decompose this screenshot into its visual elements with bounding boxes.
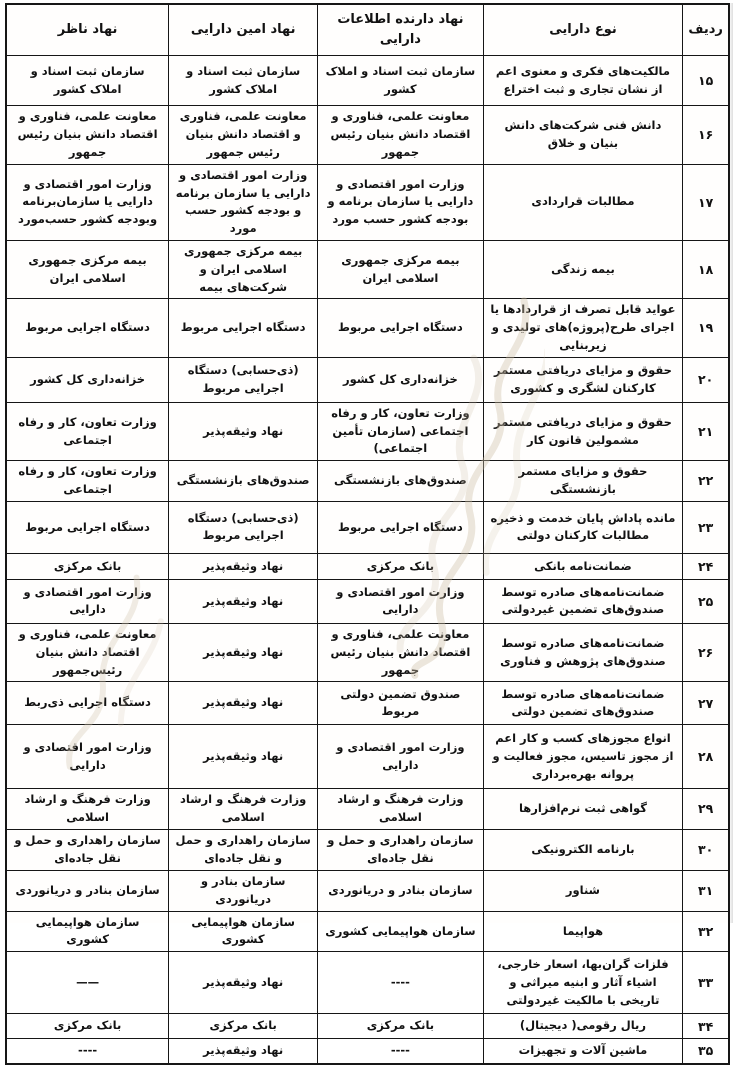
- cell-custodian: نهاد وثیقه‌پذیر: [169, 952, 318, 1014]
- table-row: [6, 1014, 729, 1039]
- cell-asset-type: انواع مجوزهای کسب و کار اعم از مجوز تاسیس، مجوز فعالیت و پروانه بهره‌برداری: [483, 725, 683, 789]
- cell-supervisor: معاونت علمی، فناوری و اقتصاد دانش بنیان رئیس‌جمهور: [6, 623, 169, 681]
- cell-custodian: معاونت علمی، فناوری و اقتصاد دانش بنیان رئیس جمهور: [169, 106, 318, 164]
- cell-custodian: وزارت امور اقتصادی و دارایی یا سازمان برنامه و بودجه کشور حسب مورد: [169, 164, 318, 240]
- cell-supervisor: معاونت علمی، فناوری و اقتصاد دانش بنیان رئیس جمهور: [6, 106, 169, 164]
- header-custodian: نهاد امین دارایی: [169, 4, 318, 56]
- table-row: [6, 789, 729, 830]
- cell-info-holder: معاونت علمی، فناوری و اقتصاد دانش بنیان رئیس جمهور: [318, 623, 484, 681]
- cell-custodian: دستگاه اجرایی مربوط: [169, 299, 318, 357]
- cell-custodian: سازمان هواپیمایی کشوری: [169, 911, 318, 952]
- cell-asset-type: گواهی ثبت نرم‌افزارها: [483, 789, 683, 830]
- cell-info-holder: وزارت امور اقتصادی و دارایی یا سازمان برنامه و بودجه کشور حسب مورد: [318, 164, 484, 240]
- cell-supervisor: بانک مرکزی: [6, 553, 169, 579]
- cell-asset-type: ضمانت‌نامه‌های صادره توسط صندوق‌های تضمین دولتی: [483, 682, 683, 725]
- cell-row-number: ۲۶: [683, 623, 729, 681]
- cell-supervisor: وزارت امور اقتصادی و دارایی: [6, 725, 169, 789]
- cell-supervisor: ----: [6, 1039, 169, 1064]
- cell-row-number: ۳۲: [683, 911, 729, 952]
- scanned-document-page: [5, 3, 730, 1059]
- cell-row-number: ۲۴: [683, 553, 729, 579]
- cell-row-number: ۲۰: [683, 357, 729, 402]
- table-row: [6, 461, 729, 502]
- cell-supervisor: سازمان هواپیمایی کشوری: [6, 911, 169, 952]
- cell-custodian: نهاد وثیقه‌پذیر: [169, 402, 318, 460]
- cell-info-holder: سازمان ثبت اسناد و املاک کشور: [318, 56, 484, 106]
- cell-info-holder: معاونت علمی، فناوری و اقتصاد دانش بنیان رئیس جمهور: [318, 106, 484, 164]
- cell-custodian: نهاد وثیقه‌پذیر: [169, 623, 318, 681]
- table-row: [6, 240, 729, 298]
- cell-supervisor: دستگاه اجرایی ذی‌ربط: [6, 682, 169, 725]
- table-row: [6, 623, 729, 681]
- cell-asset-type: شناور: [483, 870, 683, 911]
- table-row: [6, 501, 729, 553]
- cell-row-number: ۲۷: [683, 682, 729, 725]
- cell-supervisor: دستگاه اجرایی مربوط: [6, 501, 169, 553]
- cell-info-holder: وزارت تعاون، کار و رفاه اجتماعی (سازمان تأمین اجتماعی): [318, 402, 484, 460]
- table-row: [6, 553, 729, 579]
- table-row: [6, 164, 729, 240]
- cell-row-number: ۲۱: [683, 402, 729, 460]
- cell-supervisor: خزانه‌داری کل کشور: [6, 357, 169, 402]
- header-supervisor: نهاد ناظر: [6, 4, 169, 56]
- cell-asset-type: عواید قابل تصرف از قراردادها یا اجرای طرح(پروژه)های تولیدی و زیربنایی: [483, 299, 683, 357]
- table-row: [6, 870, 729, 911]
- header-info-holder: نهاد دارنده اطلاعات دارایی: [318, 4, 484, 56]
- asset-registry-table: [5, 3, 730, 1065]
- cell-info-holder: دستگاه اجرایی مربوط: [318, 299, 484, 357]
- cell-supervisor: وزارت فرهنگ و ارشاد اسلامی: [6, 789, 169, 830]
- table-row: [6, 829, 729, 870]
- table-row: [6, 579, 729, 623]
- header-row-number: ردیف: [683, 4, 729, 56]
- cell-supervisor: بانک مرکزی: [6, 1014, 169, 1039]
- cell-asset-type: ماشین آلات و تجهیزات: [483, 1039, 683, 1064]
- table-row: [6, 911, 729, 952]
- cell-row-number: ۲۹: [683, 789, 729, 830]
- cell-info-holder: ----: [318, 952, 484, 1014]
- cell-row-number: ۳۵: [683, 1039, 729, 1064]
- cell-info-holder: بیمه مرکزی جمهوری اسلامی ایران: [318, 240, 484, 298]
- table-row: [6, 1039, 729, 1064]
- cell-row-number: ۲۳: [683, 501, 729, 553]
- cell-custodian: نهاد وثیقه‌پذیر: [169, 682, 318, 725]
- cell-info-holder: سازمان راهداری و حمل و نقل جاده‌ای: [318, 829, 484, 870]
- cell-asset-type: حقوق و مزایای دریافتی مستمر مشمولین قانون کار: [483, 402, 683, 460]
- cell-asset-type: بیمه زندگی: [483, 240, 683, 298]
- cell-asset-type: حقوق و مزایای دریافتی مستمر کارکنان لشگری و کشوری: [483, 357, 683, 402]
- cell-row-number: ۱۶: [683, 106, 729, 164]
- cell-info-holder: وزارت امور اقتصادی و دارایی: [318, 725, 484, 789]
- cell-info-holder: دستگاه اجرایی مربوط: [318, 501, 484, 553]
- cell-row-number: ۱۹: [683, 299, 729, 357]
- cell-info-holder: بانک مرکزی: [318, 553, 484, 579]
- cell-custodian: وزارت فرهنگ و ارشاد اسلامی: [169, 789, 318, 830]
- cell-custodian: (ذی‌حسابی) دستگاه اجرایی مربوط: [169, 357, 318, 402]
- cell-asset-type: ریال رقومی( دیجیتال): [483, 1014, 683, 1039]
- cell-asset-type: مطالبات قراردادی: [483, 164, 683, 240]
- cell-row-number: ۲۵: [683, 579, 729, 623]
- cell-asset-type: ضمانت‌نامه‌های صادره توسط صندوق‌های تضمین غیردولتی: [483, 579, 683, 623]
- table-row: [6, 357, 729, 402]
- cell-asset-type: ضمانت‌نامه بانکی: [483, 553, 683, 579]
- cell-custodian: بیمه مرکزی جمهوری اسلامی ایران و شرکت‌های بیمه: [169, 240, 318, 298]
- table-row: [6, 725, 729, 789]
- header-asset-type: نوع دارایی: [483, 4, 683, 56]
- cell-row-number: ۳۱: [683, 870, 729, 911]
- cell-row-number: ۳۰: [683, 829, 729, 870]
- cell-asset-type: دانش فنی شرکت‌های دانش بنیان و خلاق: [483, 106, 683, 164]
- cell-row-number: ۳۴: [683, 1014, 729, 1039]
- cell-supervisor: وزارت امور اقتصادی و دارایی یا سازمان‌برنامه وبودجه کشور حسب‌مورد: [6, 164, 169, 240]
- cell-asset-type: هواپیما: [483, 911, 683, 952]
- cell-supervisor: وزارت تعاون، کار و رفاه اجتماعی: [6, 402, 169, 460]
- table-row: [6, 402, 729, 460]
- cell-supervisor: سازمان ثبت اسناد و املاک کشور: [6, 56, 169, 106]
- cell-custodian: بانک مرکزی: [169, 1014, 318, 1039]
- cell-info-holder: صندوق تضمین دولتی مربوط: [318, 682, 484, 725]
- cell-info-holder: ----: [318, 1039, 484, 1064]
- cell-supervisor: ——: [6, 952, 169, 1014]
- cell-row-number: ۱۸: [683, 240, 729, 298]
- cell-custodian: سازمان ثبت اسناد و املاک کشور: [169, 56, 318, 106]
- cell-info-holder: سازمان هواپیمایی کشوری: [318, 911, 484, 952]
- cell-info-holder: وزارت امور اقتصادی و دارایی: [318, 579, 484, 623]
- cell-supervisor: وزارت تعاون، کار و رفاه اجتماعی: [6, 461, 169, 502]
- cell-asset-type: حقوق و مزایای مستمر بازنشستگی: [483, 461, 683, 502]
- cell-info-holder: سازمان بنادر و دریانوردی: [318, 870, 484, 911]
- cell-asset-type: بارنامه الکترونیکی: [483, 829, 683, 870]
- table-row: [6, 106, 729, 164]
- cell-asset-type: ضمانت‌نامه‌های صادره توسط صندوق‌های پژوهش و فناوری: [483, 623, 683, 681]
- cell-row-number: ۲۸: [683, 725, 729, 789]
- cell-custodian: نهاد وثیقه‌پذیر: [169, 579, 318, 623]
- cell-row-number: ۳۳: [683, 952, 729, 1014]
- cell-supervisor: دستگاه اجرایی مربوط: [6, 299, 169, 357]
- cell-custodian: نهاد وثیقه‌پذیر: [169, 725, 318, 789]
- cell-info-holder: خزانه‌داری کل کشور: [318, 357, 484, 402]
- cell-custodian: سازمان بنادر و دریانوردی: [169, 870, 318, 911]
- cell-asset-type: فلزات گران‌بها، اسعار خارجی، اشیاء آثار و ابنیه میراثی و تاریخی با مالکیت غیردولتی: [483, 952, 683, 1014]
- cell-row-number: ۲۲: [683, 461, 729, 502]
- cell-asset-type: مانده پاداش پایان خدمت و ذخیره مطالبات کارکنان دولتی: [483, 501, 683, 553]
- cell-custodian: سازمان راهداری و حمل و نقل جاده‌ای: [169, 829, 318, 870]
- cell-supervisor: سازمان بنادر و دریانوردی: [6, 870, 169, 911]
- cell-custodian: (ذی‌حسابی) دستگاه اجرایی مربوط: [169, 501, 318, 553]
- cell-row-number: ۱۵: [683, 56, 729, 106]
- cell-asset-type: مالکیت‌های فکری و معنوی اعم از نشان تجاری و ثبت اختراع: [483, 56, 683, 106]
- cell-info-holder: وزارت فرهنگ و ارشاد اسلامی: [318, 789, 484, 830]
- cell-custodian: نهاد وثیقه‌پذیر: [169, 553, 318, 579]
- cell-info-holder: بانک مرکزی: [318, 1014, 484, 1039]
- table-row: [6, 682, 729, 725]
- cell-info-holder: صندوق‌های بازنشستگی: [318, 461, 484, 502]
- cell-supervisor: وزارت امور اقتصادی و دارایی: [6, 579, 169, 623]
- cell-custodian: صندوق‌های بازنشستگی: [169, 461, 318, 502]
- table-row: [6, 952, 729, 1014]
- cell-custodian: نهاد وثیقه‌پذیر: [169, 1039, 318, 1064]
- table-header-row: [6, 4, 729, 56]
- table-row: [6, 299, 729, 357]
- table-row: [6, 56, 729, 106]
- cell-supervisor: سازمان راهداری و حمل و نقل جاده‌ای: [6, 829, 169, 870]
- cell-row-number: ۱۷: [683, 164, 729, 240]
- cell-supervisor: بیمه مرکزی جمهوری اسلامی ایران: [6, 240, 169, 298]
